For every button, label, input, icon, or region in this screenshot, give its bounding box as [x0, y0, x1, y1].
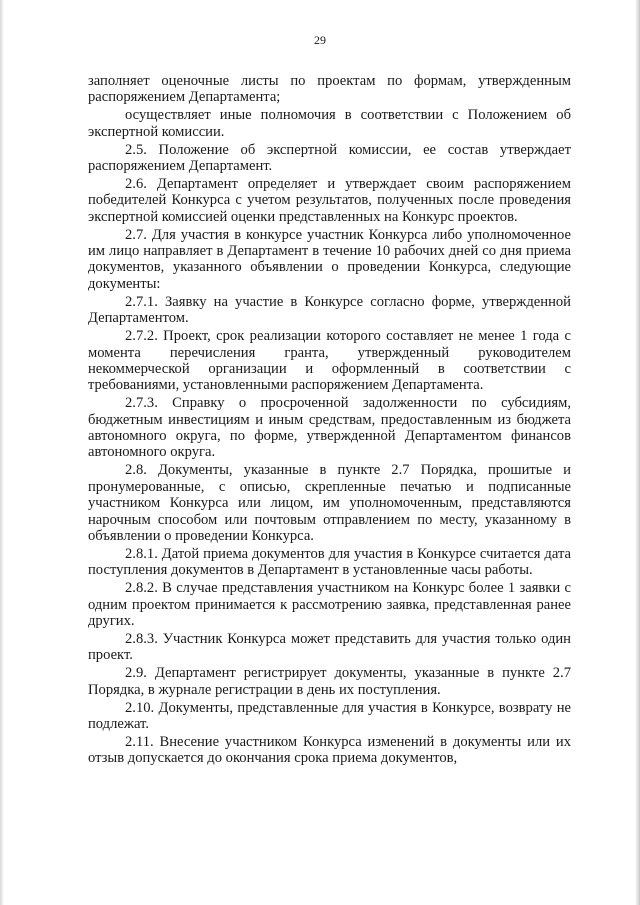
- paragraph: заполняет оценочные листы по проектам по формам, утвержденным распоряжением Департамента;: [88, 73, 571, 106]
- paragraph: 2.7.2. Проект, срок реализации которого составляет не менее 1 года с момента перечисления гранта, утвержденный руководителем некоммерческой организации и оформленный в соответствии с требованиями, установленными распоряжением Департамента.: [88, 328, 571, 394]
- paragraph: 2.8.2. В случае представления участником на Конкурс более 1 заявки с одним проектом принимается к рассмотрению заявка, представленная ранее других.: [88, 580, 571, 629]
- paragraph: 2.9. Департамент регистрирует документы, указанные в пункте 2.7 Порядка, в журнале регистрации в день их поступления.: [88, 665, 571, 698]
- paragraph: 2.8.1. Датой приема документов для участия в Конкурсе считается дата поступления документов в Департамент в установленные часы работы.: [88, 545, 571, 579]
- paragraph: 2.8.3. Участник Конкурса может представить для участия только один проект.: [88, 630, 571, 664]
- paragraph: 2.11. Внесение участником Конкурса изменений в документы или их отзыв допускается до окончания срока приема документов,: [88, 733, 571, 767]
- scan-left-edge: [0, 0, 4, 905]
- paragraph: 2.10. Документы, представленные для участия в Конкурсе, возврату не подлежат.: [88, 699, 571, 732]
- paragraph: 2.5. Положение об экспертной комиссии, ее состав утверждает распоряжением Департамент.: [88, 141, 571, 175]
- document-body: [88, 73, 571, 768]
- paragraph: 2.7.3. Справку о просроченной задолженности по субсидиям, бюджетным инвестициям и иным средствам, предоставленным из бюджета автономного округа, по форме, утвержденной Департаментом финансов автономного округа.: [88, 395, 571, 461]
- page-number: 29: [314, 33, 326, 47]
- paragraph: осуществляет иные полномочия в соответствии с Положением об экспертной комиссии.: [88, 107, 571, 140]
- paragraph: 2.8. Документы, указанные в пункте 2.7 Порядка, прошитые и пронумерованные, с описью, скрепленные печатью и подписанные участником Конкурса или лицом, им уполномоченным, представляются нарочным способом или почтовым отправлением по месту, указанному в объявлении о проведении Конкурса.: [88, 462, 571, 544]
- scan-right-edge: [635, 0, 640, 905]
- paragraph: 2.6. Департамент определяет и утверждает своим распоряжением победителей Конкурса с учетом результатов, полученных после проведения экспертной комиссией оценки представленных на Конкурс проектов.: [88, 175, 571, 225]
- paragraph: 2.7.1. Заявку на участие в Конкурсе согласно форме, утвержденной Департаментом.: [88, 293, 571, 327]
- paragraph: 2.7. Для участия в конкурсе участник Конкурса либо уполномоченное им лицо направляет в Департамент в течение 10 рабочих дней со дня приема документов, указанного объявлении о проведении Конкурса, следующие документы:: [88, 226, 571, 292]
